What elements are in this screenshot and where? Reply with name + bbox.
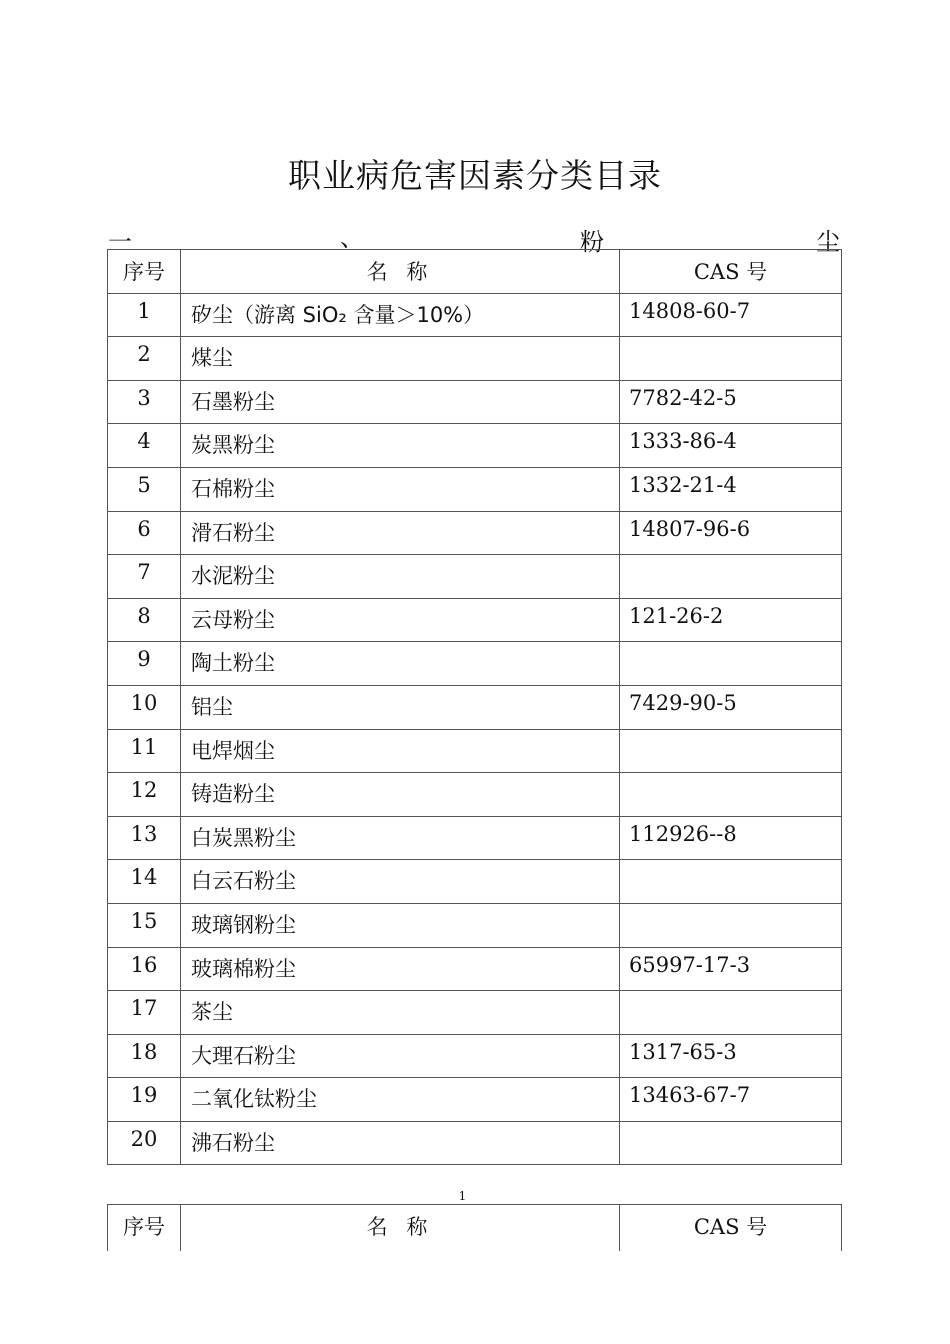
row-name: 玻璃棉粉尘	[181, 947, 620, 991]
row-cas: 121-26-2	[620, 598, 842, 642]
row-name: 石棉粉尘	[181, 467, 620, 511]
row-no: 8	[108, 598, 181, 642]
row-name: 白云石粉尘	[181, 860, 620, 904]
table-row	[108, 1121, 842, 1165]
row-name: 铝尘	[181, 685, 620, 729]
row-name: 二氧化钛粉尘	[181, 1078, 620, 1122]
row-no: 9	[108, 642, 181, 686]
row-cas: 1332-21-4	[620, 467, 842, 511]
table-row	[108, 380, 842, 424]
row-name: 炭黑粉尘	[181, 424, 620, 468]
section-heading-part-2: 、	[340, 224, 364, 252]
row-cas	[620, 1121, 842, 1165]
row-cas: 7782-42-5	[620, 380, 842, 424]
row-cas	[620, 903, 842, 947]
row-cas	[620, 729, 842, 773]
table-row	[108, 642, 842, 686]
table-row	[108, 598, 842, 642]
row-name: 白炭黑粉尘	[181, 816, 620, 860]
row-no: 3	[108, 380, 181, 424]
table-header-row	[108, 1205, 842, 1251]
row-name: 铸造粉尘	[181, 773, 620, 817]
header-cas: CAS 号	[620, 1205, 842, 1251]
row-no: 12	[108, 773, 181, 817]
section-heading-part-3: 粉	[580, 228, 604, 256]
row-name: 大理石粉尘	[181, 1034, 620, 1078]
row-cas: 1317-65-3	[620, 1034, 842, 1078]
row-no: 20	[108, 1121, 181, 1165]
row-cas	[620, 555, 842, 599]
row-cas: 14808-60-7	[620, 293, 842, 337]
table-row	[108, 1034, 842, 1078]
row-no: 10	[108, 685, 181, 729]
row-name: 煤尘	[181, 337, 620, 381]
row-no: 16	[108, 947, 181, 991]
row-name: 石墨粉尘	[181, 380, 620, 424]
table-row	[108, 1078, 842, 1122]
row-no: 1	[108, 293, 181, 337]
table-row	[108, 337, 842, 381]
row-no: 5	[108, 467, 181, 511]
row-name: 沸石粉尘	[181, 1121, 620, 1165]
row-name: 陶土粉尘	[181, 642, 620, 686]
row-cas	[620, 773, 842, 817]
table-row	[108, 773, 842, 817]
table-body	[108, 293, 842, 1165]
row-no: 17	[108, 991, 181, 1035]
row-cas: 13463-67-7	[620, 1078, 842, 1122]
row-name: 水泥粉尘	[181, 555, 620, 599]
row-no: 15	[108, 903, 181, 947]
row-name: 云母粉尘	[181, 598, 620, 642]
row-cas	[620, 860, 842, 904]
header-no: 序号	[108, 1205, 181, 1251]
table-row	[108, 991, 842, 1035]
row-cas: 14807-96-6	[620, 511, 842, 555]
row-cas: 65997-17-3	[620, 947, 842, 991]
row-no: 2	[108, 337, 181, 381]
row-no: 6	[108, 511, 181, 555]
row-name: 滑石粉尘	[181, 511, 620, 555]
table-row	[108, 293, 842, 337]
row-cas: 112926--8	[620, 816, 842, 860]
header-name: 名 称	[181, 250, 620, 294]
row-cas: 1333-86-4	[620, 424, 842, 468]
row-name: 茶尘	[181, 991, 620, 1035]
row-no: 14	[108, 860, 181, 904]
table-row	[108, 903, 842, 947]
table-row	[108, 555, 842, 599]
row-no: 19	[108, 1078, 181, 1122]
section-heading	[108, 220, 840, 256]
table-row	[108, 860, 842, 904]
section-heading-part-4: 尘	[816, 228, 840, 256]
dust-table	[107, 249, 842, 1165]
row-no: 18	[108, 1034, 181, 1078]
row-cas	[620, 991, 842, 1035]
section-heading-part-1: 一	[108, 228, 132, 256]
row-cas	[620, 642, 842, 686]
row-no: 7	[108, 555, 181, 599]
row-name: 电焊烟尘	[181, 729, 620, 773]
row-name: 矽尘（游离 SiO₂ 含量＞10%）	[181, 293, 620, 337]
header-no: 序号	[108, 250, 181, 294]
row-no: 4	[108, 424, 181, 468]
table-row	[108, 685, 842, 729]
row-no: 11	[108, 729, 181, 773]
page-title: 职业病危害因素分类目录	[288, 156, 662, 196]
header-name: 名 称	[181, 1205, 620, 1251]
table-row	[108, 947, 842, 991]
continued-table-header	[107, 1204, 842, 1251]
table-row	[108, 424, 842, 468]
table-row	[108, 511, 842, 555]
row-no: 13	[108, 816, 181, 860]
table-header-row	[108, 250, 842, 294]
table-row	[108, 729, 842, 773]
table-row	[108, 467, 842, 511]
header-cas: CAS 号	[620, 250, 842, 294]
row-cas	[620, 337, 842, 381]
row-name: 玻璃钢粉尘	[181, 903, 620, 947]
row-cas: 7429-90-5	[620, 685, 842, 729]
page-number: 1	[458, 1189, 467, 1203]
table-row	[108, 816, 842, 860]
